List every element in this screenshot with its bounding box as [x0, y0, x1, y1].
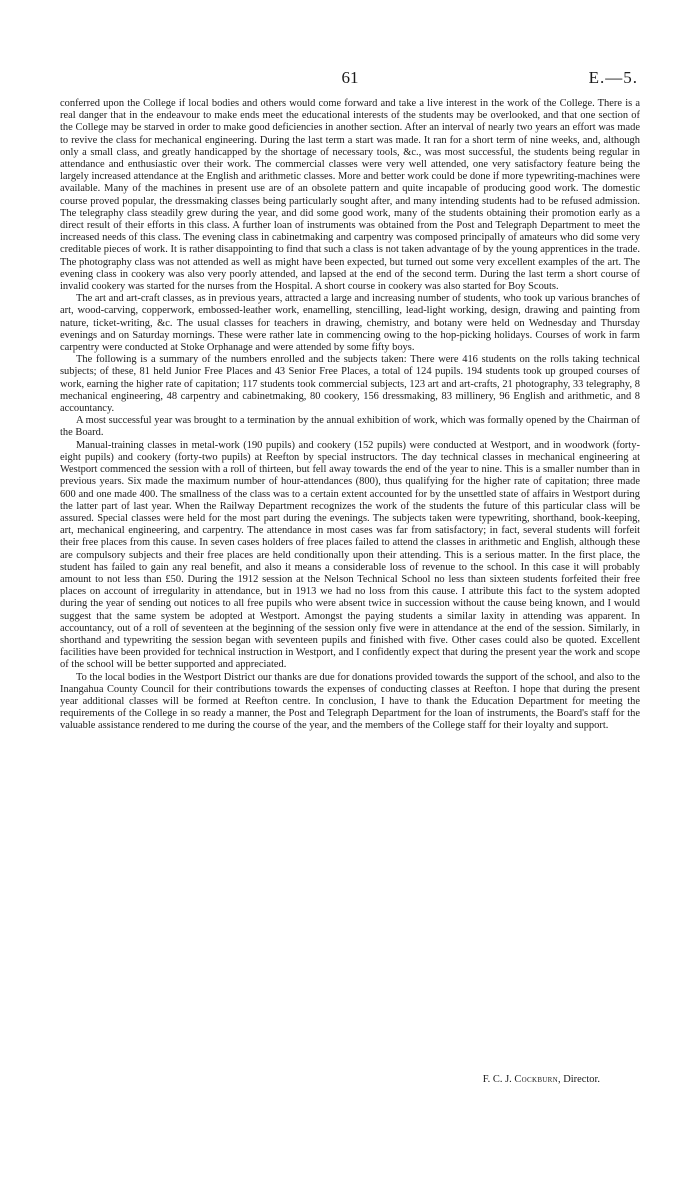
paragraph: The art and art-craft classes, as in previous years, attracted a large and increasing number of students, who took up various branches of art, wood-carving, copperwork, embossed-leather work, enamelling, stencilling, lead-light working, design, drawing and painting from nature, ticket-writing, &c. The usual classes for teachers in drawing, chemistry, and botany were held on Wednesday and Thursday evenings and on Saturday mornings. These were rather late in commencing owing to the hop-picking holidays. Courses of work in farm carpentry were conducted at Stoke Orphanage and were attended by some fifty boys.: [60, 293, 640, 354]
page-header: [0, 68, 700, 88]
paragraph: The following is a summary of the numbers enrolled and the subjects taken: There were 416 students on the rolls taking technical subjects; of these, 81 held Junior Free Places and 43 Senior Free Places, a total of 124 pupils. 194 students took up grouped courses of work, earning the higher rate of capitation; 117 students took commercial subjects, 123 art and art-crafts, 21 photography, 33 telegraphy, 8 mechanical engineering, 48 carpentry and cabinetmaking, 80 cookery, 156 dressmaking, 83 millinery, 96 English and arithmetic, and 8 accountancy.: [60, 354, 640, 415]
page-number: 61: [341, 68, 359, 87]
signature-line: [483, 1074, 600, 1086]
body-text: [60, 98, 640, 733]
paragraph: To the local bodies in the Westport District our thanks are due for donations provided towards the support of the school, and also to the Inangahua County Council for their contributions towards the expenses of conducting classes at Reefton. I hope that during the present year additional classes will be formed at Reefton centre. In conclusion, I have to thank the Education Department for meeting the requirements of the College in so ready a manner, the Post and Telegraph Department for the loan of instruments, the Board's staff for the valuable assistance rendered to me during the course of the year, and the members of the College staff for their loyalty and support.: [60, 671, 640, 732]
paragraph: conferred upon the College if local bodies and others would come forward and take a live interest in the work of the College. There is a real danger that in the endeavour to make ends meet the educational interests of the students may be overlooked, and that one section of the College may be starved in order to make good deficiencies in another section. After an interval of nearly two years an effort was made to revive the class for mechanical engineering. During the last term a start was made. It ran for a short term of nine weeks, and, although only a small class, and greatly handicapped by the shortage of necessary tools, &c., was most successful, the students being regular in attendance and enthusiastic over their work. The commercial classes were very well attended, one very satisfactory feature being the largely increased attendance at the English and arithmetic classes. More and better work could be done if more typewriting-machines were available. Many of the machines in present use are of an obsolete pattern and quite incapable of producing good work. The domestic course proved popular, the dressmaking classes being particularly sought after, and many intending students had to be refused admission. The telegraphy class steadily grew during the year, and did some good work, many of the students obtaining their promotion early as a direct result of their efforts in this class. A further loan of instruments was obtained from the Post and Telegraph Department to meet the increased needs of this class. The evening class in cabinetmaking and carpentry was composed principally of amateurs who did some very creditable pieces of work. It is rather disappointing to find that such a class is not taken advantage of by the young apprentices in the trade. The photography class was not attended as well as might have been expected, but turned out some very excellent examples of the art. The evening class in cookery was also very poorly attended, and lapsed at the end of the second term. During the last term a short course of invalid cookery was started for the nurses from the Hospital. A short course in cookery was also started for Boy Scouts.: [60, 98, 640, 293]
page-reference: E.—5.: [588, 68, 638, 87]
paragraph: Manual-training classes in metal-work (190 pupils) and cookery (152 pupils) were conducted at Westport, and in woodwork (forty-eight pupils) and cookery (forty-two pupils) at Reefton by special instructors. The day technical classes in mechanical engineering at Westport commenced the session with a roll of thirteen, but fell away towards the end of the year to nine. This is a smaller number than in previous years. Six made the maximum number of hour-attendances (800), thus qualifying for the higher rate of capitation; three made 600 and one made 400. The smallness of the class was to a certain extent accounted for by the unsettled state of affairs in Westport during the latter part of last year. When the Railway Department recognizes the work of the students the future of this particular class will be assured. Special classes were held for the most part during the evenings. The subjects taken were typewriting, shorthand, book-keeping, art, mechanical engineering, and carpentry. The attendance in most cases was far from satisfactory; in fact, several students will forfeit their free places from this cause. In seven cases holders of free places failed to attend the classes in arithmetic and English, although these are compulsory subjects and their free places are held conditionally upon their attending. This is a serious matter. In the first place, the student has failed to gain any real benefit, and also it means a considerable loss of revenue to the school. In this case it will probably amount to not less than £50. During the 1912 session at the Nelson Technical School no less than sixteen students forfeited their free places on account of irregularity in attendance, but in 1913 we had no loss from this cause. I attribute this fact to the system adopted during the year of sending out notices to all free pupils who were absent twice in succession without the cause being known, and I would suggest that the same system be adopted at Westport. Amongst the paying students a similar laxity in attending was apparent. In accountancy, out of a roll of seventeen at the beginning of the session only five were in attendance at the end of the session. Similarly, in shorthand and typewriting the session began with seventeen pupils and finished with five. Other cases could also be quoted. Excellent facilities have been provided for technical instruction in Westport, and I confidently expect that during the present year the work and scope of the school will be better supported and appreciated.: [60, 439, 640, 671]
signature-initials: F. C. J.: [482, 1074, 512, 1085]
signature-title: , Director.: [557, 1074, 600, 1085]
paragraph: A most successful year was brought to a termination by the annual exhibition of work, which was formally opened by the Chairman of the Board.: [60, 415, 640, 439]
signature-surname: Cockburn: [514, 1074, 558, 1085]
